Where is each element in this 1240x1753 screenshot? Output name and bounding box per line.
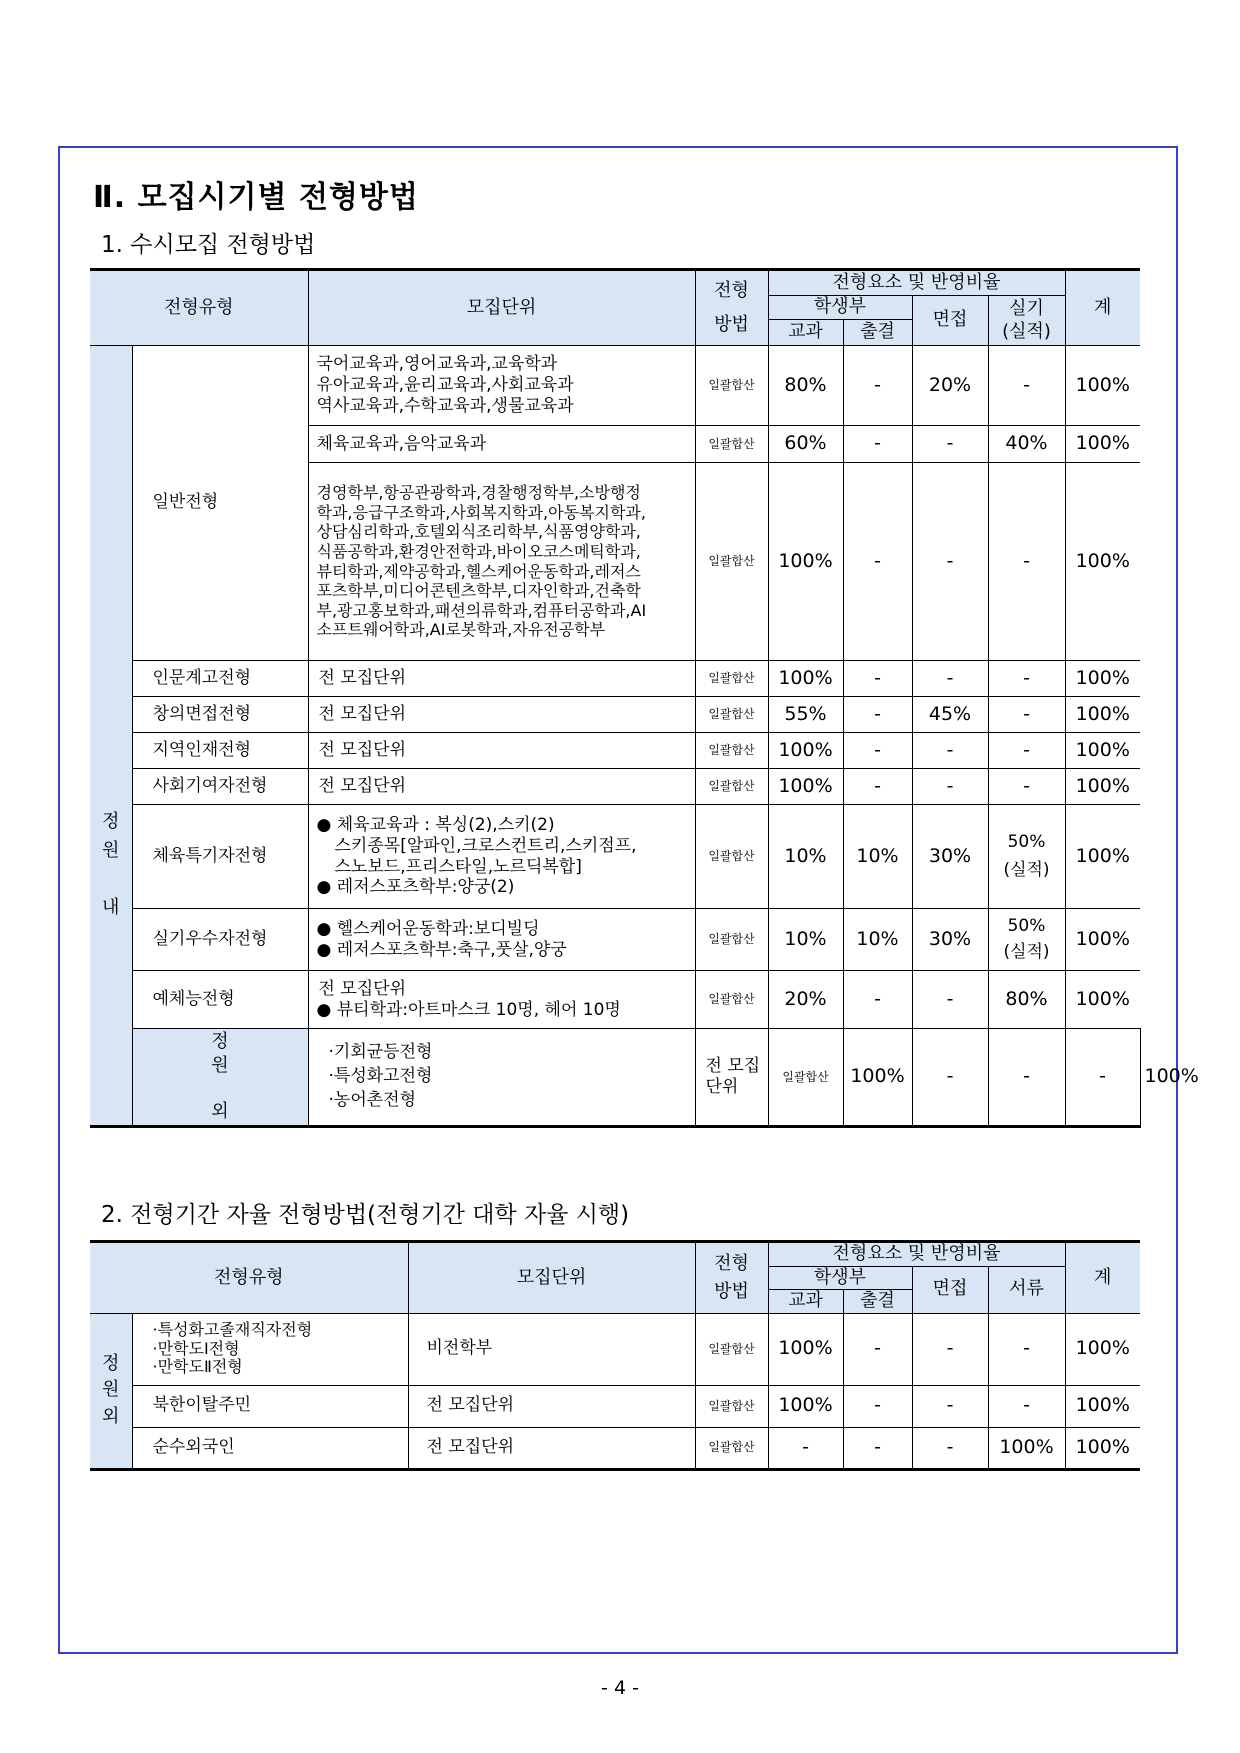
unit-cell: 전 모집단위 xyxy=(308,733,695,769)
practical-cell: 40% xyxy=(988,426,1065,463)
total-cell: 100% xyxy=(1065,1385,1140,1427)
subject-cell: 20% xyxy=(768,971,843,1029)
header-unit: 모집단위 xyxy=(408,1242,695,1314)
header-method: 전형 방법 xyxy=(695,1242,768,1314)
unit-cell: 국어교육과,영어교육과,교육학과 유아교육과,윤리교육과,사회교육과 역사교육과,수학교육과,생물교육과 xyxy=(308,346,695,426)
header-elements: 전형요소 및 반영비율 xyxy=(768,270,1065,296)
table-row xyxy=(90,697,1140,733)
interview-cell: 20% xyxy=(912,346,988,426)
total-cell: 100% xyxy=(1065,971,1140,1029)
method-cell: 일괄합산 xyxy=(695,733,768,769)
unit-cell: 전 모집단위 ● 뷰티학과:아트마스크 10명, 헤어 10명 xyxy=(308,971,695,1029)
unit-cell: 전 모집단위 xyxy=(308,697,695,733)
attendance-cell: - xyxy=(843,426,912,463)
attendance-cell: - xyxy=(843,661,912,697)
side-label-quota-out: 정 원 외 xyxy=(132,1029,308,1127)
method-cell: 일괄합산 xyxy=(695,426,768,463)
table-row xyxy=(90,661,1140,697)
table-row xyxy=(90,971,1140,1029)
attendance-cell: - xyxy=(843,769,912,805)
method-cell: 일괄합산 xyxy=(695,909,768,971)
attendance-cell: - xyxy=(843,1313,912,1385)
documents-cell: 100% xyxy=(988,1427,1065,1469)
page-number: - 4 - xyxy=(601,1677,639,1699)
attendance-cell: - xyxy=(843,697,912,733)
table-row xyxy=(90,1313,1140,1385)
type-general: 일반전형 xyxy=(132,346,308,661)
header-unit: 모집단위 xyxy=(308,270,695,346)
type-cell: ·특성화고졸재직자전형 ·만학도Ⅰ전형 ·만학도Ⅱ전형 xyxy=(132,1313,408,1385)
attendance-cell: 10% xyxy=(843,805,912,909)
subject-cell: 80% xyxy=(768,346,843,426)
method-cell: 일괄합산 xyxy=(695,346,768,426)
header-practical: 실기 (실적) xyxy=(988,296,1065,346)
total-cell: 100% xyxy=(1065,1427,1140,1469)
attendance-cell: 10% xyxy=(843,909,912,971)
attendance-cell: - xyxy=(843,1427,912,1469)
table-row xyxy=(90,1427,1140,1469)
subject-cell: 10% xyxy=(768,805,843,909)
subject-cell: 55% xyxy=(768,697,843,733)
type-cell: 순수외국인 xyxy=(132,1427,408,1469)
total-cell: 100% xyxy=(1065,733,1140,769)
method-cell: 일괄합산 xyxy=(695,697,768,733)
type-cell: 예체능전형 xyxy=(132,971,308,1029)
table-row xyxy=(90,733,1140,769)
header-interview: 면접 xyxy=(912,1266,988,1313)
side-label-quota-out: 정 원 외 xyxy=(90,1313,132,1469)
header-attendance: 출결 xyxy=(843,320,912,346)
unit-cell: 전 모집단위 xyxy=(308,769,695,805)
subject-cell: 100% xyxy=(768,733,843,769)
total-cell: 100% xyxy=(1065,463,1140,661)
type-cell: 사회기여자전형 xyxy=(132,769,308,805)
practical-cell: 80% xyxy=(988,971,1065,1029)
self-regulated-admission-table xyxy=(90,1240,1140,1471)
total-cell: 100% xyxy=(1065,697,1140,733)
interview-cell: 30% xyxy=(912,805,988,909)
attendance-cell: - xyxy=(843,971,912,1029)
unit-cell: 전 모집단위 xyxy=(408,1427,695,1469)
total-cell: 100% xyxy=(1065,1313,1140,1385)
unit-cell: ● 헬스케어운동학과:보디빌딩 ● 레저스포츠학부:축구,풋살,양궁 xyxy=(308,909,695,971)
header-subject: 교과 xyxy=(768,320,843,346)
practical-cell: - xyxy=(988,346,1065,426)
type-cell: 지역인재전형 xyxy=(132,733,308,769)
table-row xyxy=(90,909,1140,971)
subject-cell: 100% xyxy=(768,661,843,697)
method-cell: 일괄합산 xyxy=(695,463,768,661)
header-student: 학생부 xyxy=(768,1266,912,1290)
practical-cell: - xyxy=(988,661,1065,697)
method-cell: 일괄합산 xyxy=(695,1313,768,1385)
method-cell: 일괄합산 xyxy=(695,971,768,1029)
interview-cell: - xyxy=(912,1427,988,1469)
table-row xyxy=(90,1385,1140,1427)
documents-cell: - xyxy=(988,1385,1065,1427)
method-cell: 일괄합산 xyxy=(768,1029,843,1127)
attendance-cell: - xyxy=(843,346,912,426)
interview-cell: - xyxy=(912,971,988,1029)
type-cell: 북한이탈주민 xyxy=(132,1385,408,1427)
practical-cell: - xyxy=(988,733,1065,769)
practical-cell: 50% (실적) xyxy=(988,909,1065,971)
attendance-cell: - xyxy=(843,733,912,769)
total-cell: 100% xyxy=(1065,805,1140,909)
method-cell: 일괄합산 xyxy=(695,661,768,697)
subject-cell: - xyxy=(768,1427,843,1469)
unit-cell: 전 모집단위 xyxy=(408,1385,695,1427)
subsection-title-1: 1. 수시모집 전형방법 xyxy=(101,232,316,258)
table-row xyxy=(90,346,1140,426)
type-cell: 창의면접전형 xyxy=(132,697,308,733)
type-cell: 인문계고전형 xyxy=(132,661,308,697)
header-elements: 전형요소 및 반영비율 xyxy=(768,1242,1065,1267)
interview-cell: - xyxy=(912,1385,988,1427)
unit-cell: 체육교육과,음악교육과 xyxy=(308,426,695,463)
interview-cell: - xyxy=(912,426,988,463)
table-row xyxy=(90,769,1140,805)
subject-cell: 10% xyxy=(768,909,843,971)
method-cell: 일괄합산 xyxy=(695,1385,768,1427)
method-cell: 일괄합산 xyxy=(695,769,768,805)
unit-cell: 전 모집단위 xyxy=(695,1029,768,1127)
practical-cell: 50% (실적) xyxy=(988,805,1065,909)
subject-cell: 100% xyxy=(843,1029,912,1127)
header-method: 전형 방법 xyxy=(695,270,768,346)
subject-cell: 100% xyxy=(768,769,843,805)
table-row xyxy=(90,805,1140,909)
interview-cell: 30% xyxy=(912,909,988,971)
unit-cell: 경영학부,항공관광학과,경찰행정학부,소방행정 학과,응급구조학과,사회복지학과,아동복지학과, 상담심리학과,호텔외식조리학부,식품영양학과, 식품공학과,환경안전학과,바이오코스메틱학과, 뷰티학과,제약공학과,헬스케어운동학과,레저스 포츠학부,미디어콘텐츠학부,디자인학과,건축학 부,광고홍보학과,패션의류학과,컴퓨터공학과,AI 소프트웨어학과,AI로봇학과,자유전공학부 xyxy=(308,463,695,661)
subject-cell: 60% xyxy=(768,426,843,463)
attendance-cell: - xyxy=(843,463,912,661)
attendance-cell: - xyxy=(843,1385,912,1427)
practical-cell: - xyxy=(988,463,1065,661)
interview-cell: - xyxy=(988,1029,1065,1127)
total-cell: 100% xyxy=(1065,661,1140,697)
interview-cell: - xyxy=(912,661,988,697)
subject-cell: 100% xyxy=(768,1313,843,1385)
total-cell: 100% xyxy=(1065,346,1140,426)
table-row: 정 원 외 ·기회균등전형 ·특성화고전형 ·농어촌전형 전 모집단위 일괄합산 100% - - - 100% xyxy=(90,1029,1140,1127)
practical-cell: - xyxy=(988,769,1065,805)
interview-cell: - xyxy=(912,1313,988,1385)
subject-cell: 100% xyxy=(768,1385,843,1427)
interview-cell: - xyxy=(912,463,988,661)
header-type: 전형유형 xyxy=(90,270,308,346)
total-cell: 100% xyxy=(1065,769,1140,805)
header-documents: 서류 xyxy=(988,1266,1065,1313)
unit-cell: 비전학부 xyxy=(408,1313,695,1385)
attendance-cell: - xyxy=(912,1029,988,1127)
section-title: Ⅱ. 모집시기별 전형방법 xyxy=(93,180,419,215)
practical-cell: - xyxy=(988,697,1065,733)
interview-cell: - xyxy=(912,733,988,769)
header-subject: 교과 xyxy=(768,1290,843,1314)
header-total: 계 xyxy=(1065,270,1140,346)
type-cell: 체육특기자전형 xyxy=(132,805,308,909)
header-interview: 면접 xyxy=(912,296,988,346)
type-cell: ·기회균등전형 ·특성화고전형 ·농어촌전형 xyxy=(308,1029,695,1127)
practical-cell: - xyxy=(1065,1029,1140,1127)
header-total: 계 xyxy=(1065,1242,1140,1314)
header-attendance: 출결 xyxy=(843,1290,912,1314)
method-cell: 일괄합산 xyxy=(695,805,768,909)
documents-cell: - xyxy=(988,1313,1065,1385)
header-student: 학생부 xyxy=(768,296,912,320)
header-type: 전형유형 xyxy=(90,1242,408,1314)
side-label-quota-in: 정 원 내 xyxy=(90,346,132,1127)
unit-cell: ● 체육교육과 : 복싱(2),스키(2) 스키종목[알파인,크로스컨트리,스키점프, 스노보드,프리스타일,노르딕복합] ● 레저스포츠학부:양궁(2) xyxy=(308,805,695,909)
type-cell: 실기우수자전형 xyxy=(132,909,308,971)
early-admission-table xyxy=(90,268,1199,1128)
subject-cell: 100% xyxy=(768,463,843,661)
interview-cell: - xyxy=(912,769,988,805)
total-cell: 100% xyxy=(1065,909,1140,971)
unit-cell: 전 모집단위 xyxy=(308,661,695,697)
subsection-title-2: 2. 전형기간 자율 전형방법(전형기간 대학 자율 시행) xyxy=(101,1202,630,1228)
method-cell: 일괄합산 xyxy=(695,1427,768,1469)
total-cell: 100% xyxy=(1065,426,1140,463)
interview-cell: 45% xyxy=(912,697,988,733)
